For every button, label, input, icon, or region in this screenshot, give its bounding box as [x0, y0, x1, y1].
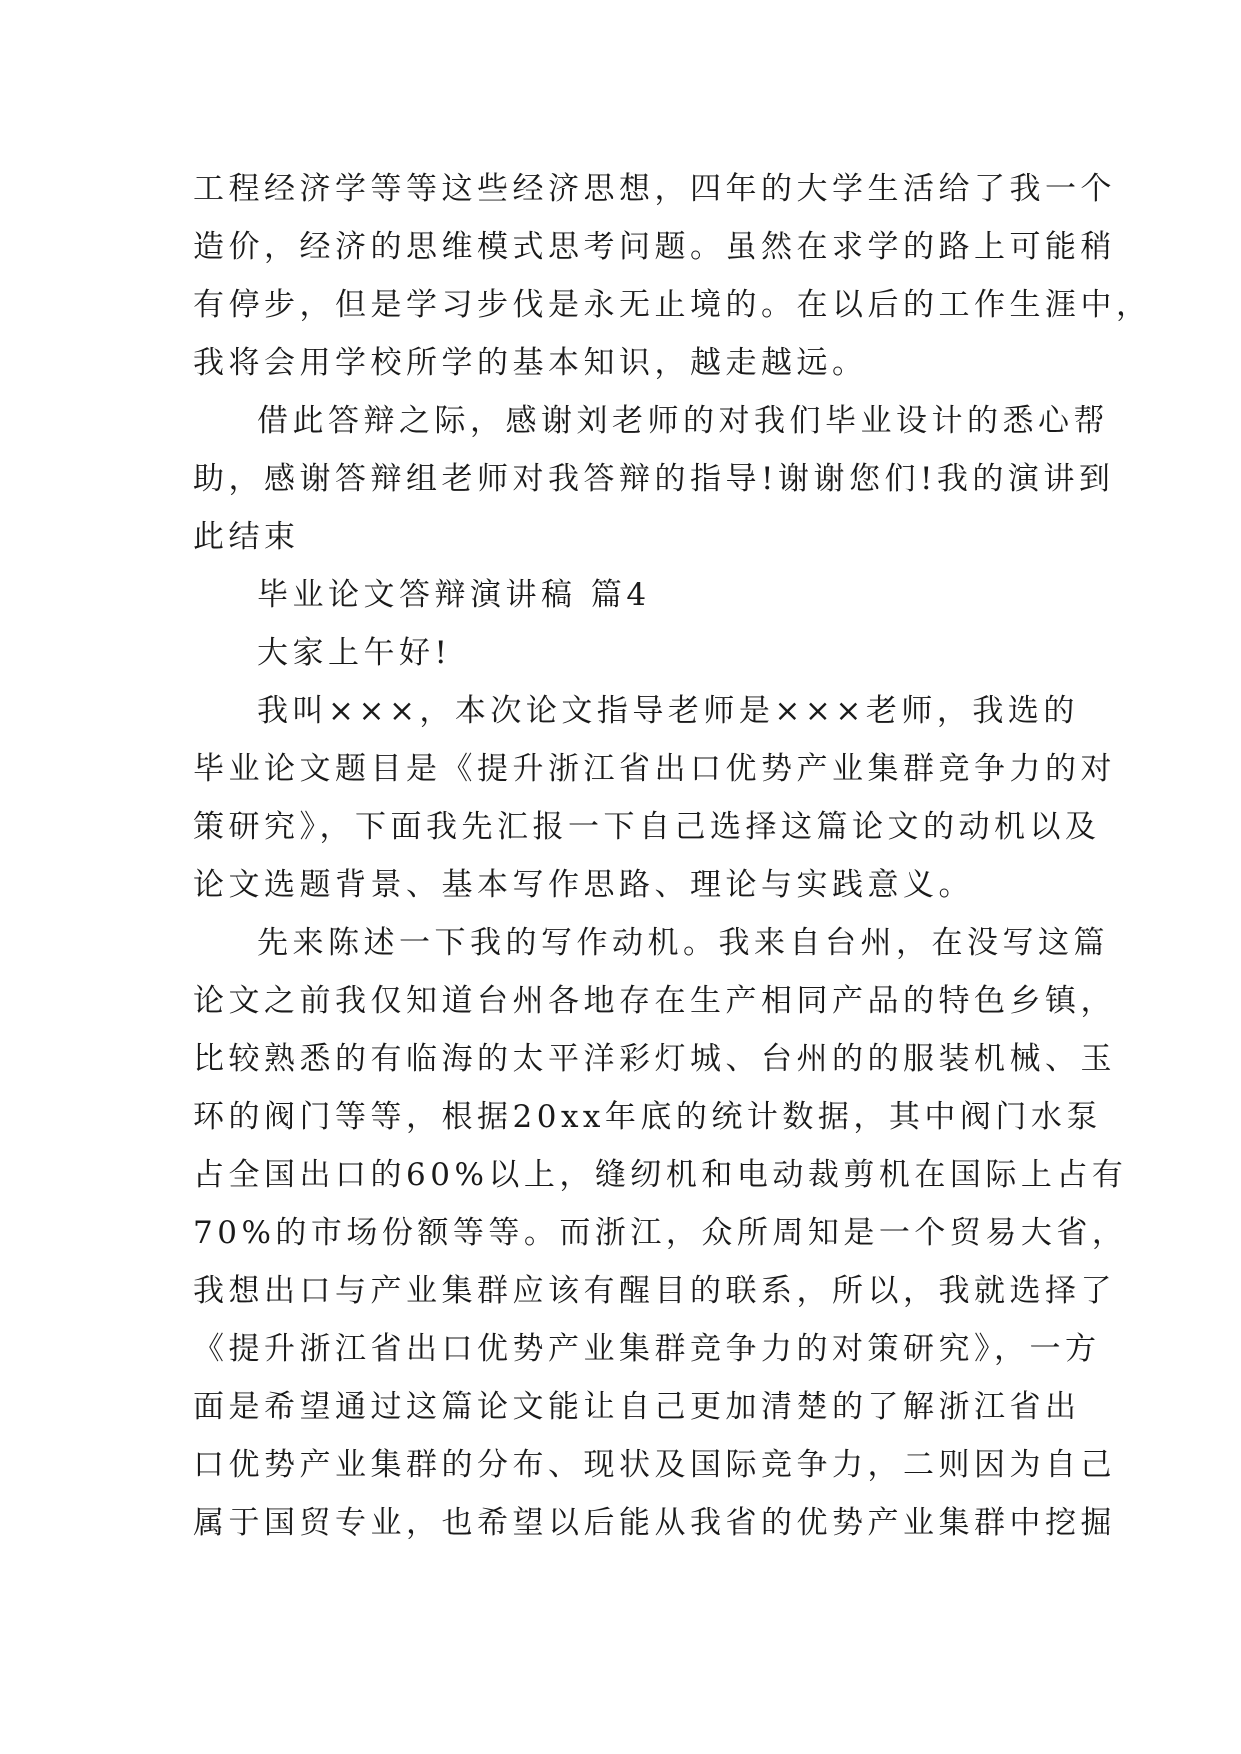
text-line: 造价，经济的思维模式思考问题。虽然在求学的路上可能稍: [193, 229, 1116, 265]
text-line: 比较熟悉的有临海的太平洋彩灯城、台州的的服装机械、玉: [193, 1041, 1116, 1077]
text-line: 此结束: [193, 519, 300, 555]
text-line: 论文之前我仅知道台州各地存在生产相同产品的特色乡镇，: [193, 983, 1116, 1019]
paragraph-first-line: 借此答辩之际，感谢刘老师的对我们毕业设计的悉心帮: [257, 403, 1109, 439]
text-line: 助，感谢答辩组老师对我答辩的指导!谢谢您们!我的演讲到: [193, 461, 1115, 497]
text-line: 毕业论文题目是《提升浙江省出口优势产业集群竞争力的对: [193, 751, 1116, 787]
text-line: 有停步，但是学习步伐是永无止境的。在以后的工作生涯中，: [193, 287, 1152, 323]
text-line: 口优势产业集群的分布、现状及国际竞争力，二则因为自己: [193, 1447, 1116, 1483]
paragraph-first-line: 先来陈述一下我的写作动机。我来自台州，在没写这篇: [257, 925, 1109, 961]
text-line: 面是希望通过这篇论文能让自己更加清楚的了解浙江省出: [193, 1389, 1081, 1425]
text-line: 我想出口与产业集群应该有醒目的联系，所以，我就选择了: [193, 1273, 1116, 1309]
text-line: 环的阀门等等，根据20xx年底的统计数据，其中阀门水泵: [193, 1099, 1102, 1135]
text-line: 论文选题背景、基本写作思路、理论与实践意义。: [193, 867, 974, 903]
text-line: 策研究》，下面我先汇报一下自己选择这篇论文的动机以及: [193, 809, 1101, 845]
paragraph-first-line: 大家上午好!: [257, 635, 452, 671]
text-line: 工程经济学等等这些经济思想，四年的大学生活给了我一个: [193, 171, 1116, 207]
text-line: 属于国贸专业，也希望以后能从我省的优势产业集群中挖掘: [193, 1505, 1116, 1541]
paragraph-first-line: 我叫×××，本次论文指导老师是×××老师，我选的: [257, 693, 1079, 729]
document-page: [193, 160, 1152, 1552]
text-line: 《提升浙江省出口优势产业集群竞争力的对策研究》，一方: [193, 1331, 1101, 1367]
text-line: 我将会用学校所学的基本知识，越走越远。: [193, 345, 868, 381]
text-line: 70%的市场份额等等。而浙江，众所周知是一个贸易大省，: [193, 1215, 1128, 1251]
text-line: 占全国出口的60%以上，缝纫机和电动裁剪机在国际上占有: [193, 1157, 1128, 1193]
paragraph-first-line: 毕业论文答辩演讲稿 篇4: [257, 577, 651, 613]
